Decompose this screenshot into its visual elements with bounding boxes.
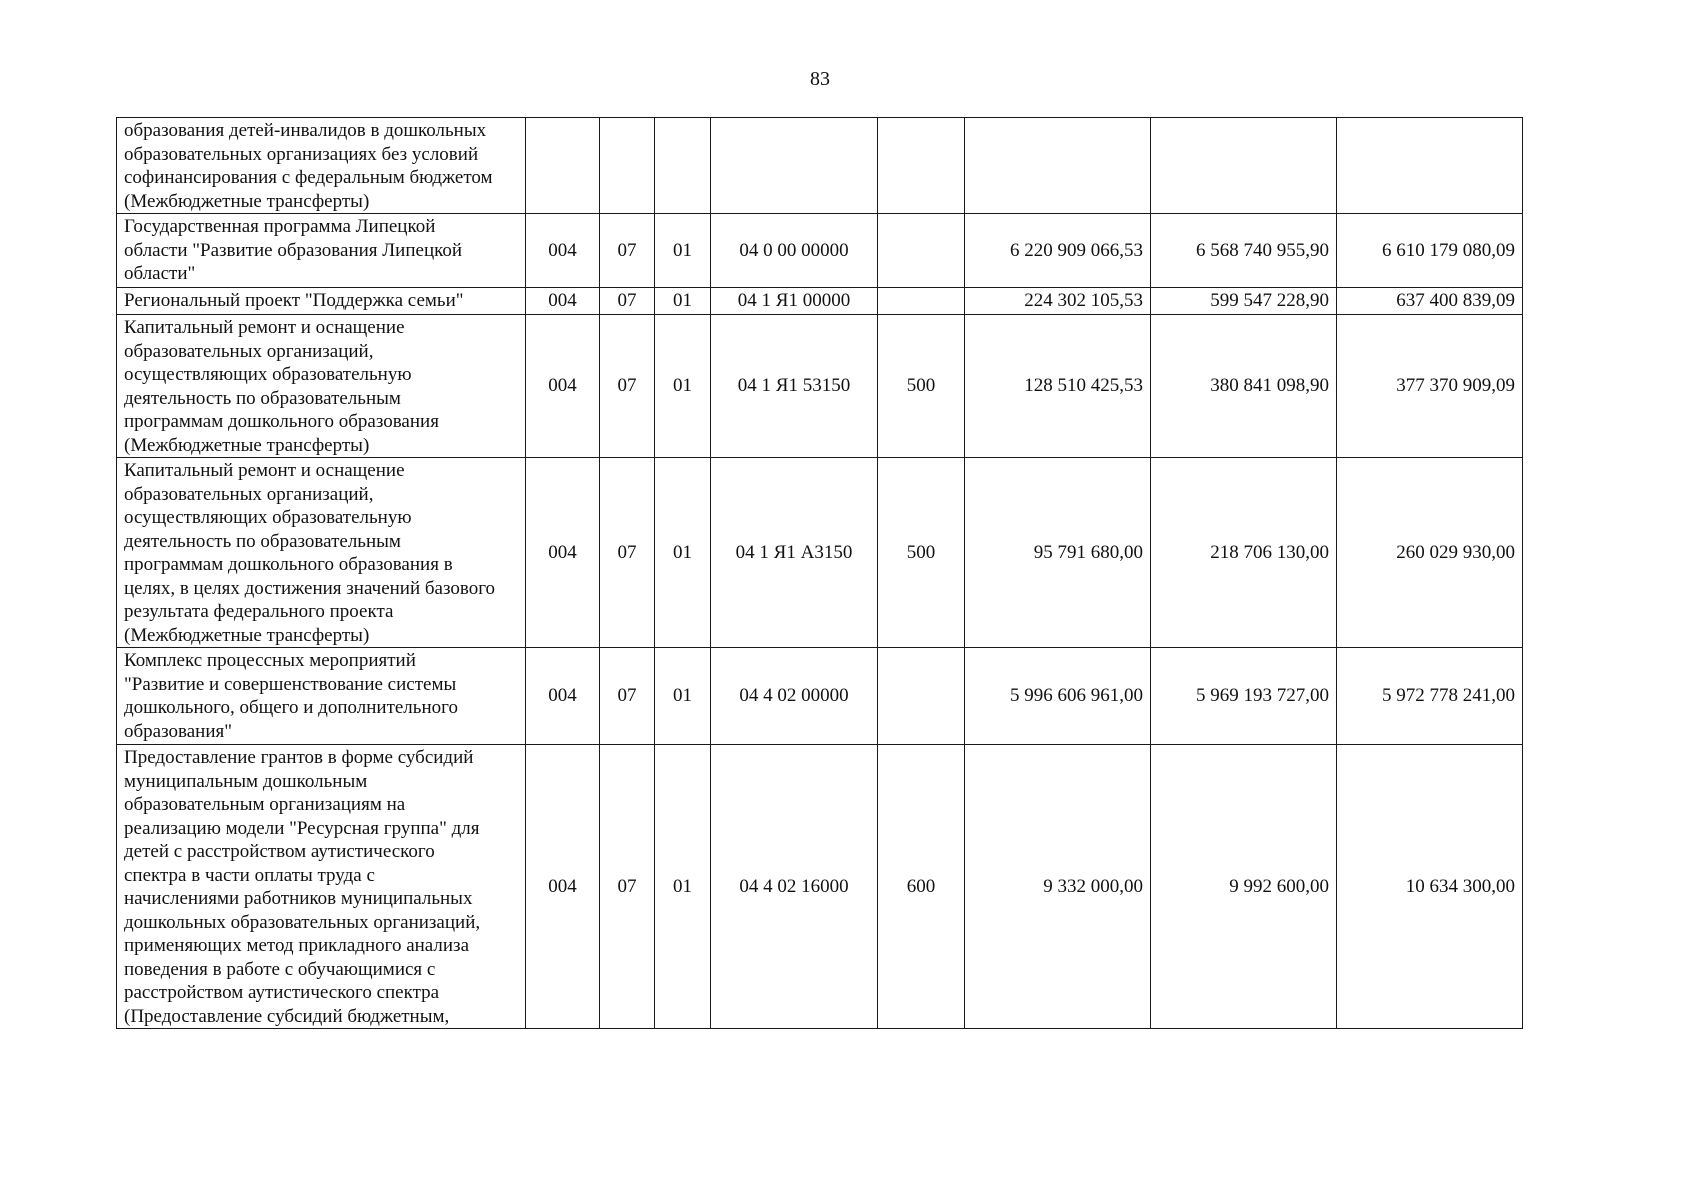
amount-cell-3: 10 634 300,00 (1337, 745, 1523, 1029)
expense-type-cell (878, 288, 965, 315)
ministry-code-cell: 004 (526, 458, 600, 648)
section-code-cell: 07 (600, 214, 655, 288)
amount-cell-2: 9 992 600,00 (1151, 745, 1337, 1029)
expense-type-cell: 600 (878, 745, 965, 1029)
item-name-cell (117, 315, 526, 458)
item-name-line: осуществляющих образовательную (124, 507, 412, 528)
section-code-cell: 07 (600, 648, 655, 745)
amount-cell-1: 5 996 606 961,00 (965, 648, 1151, 745)
amount-cell-2: 218 706 130,00 (1151, 458, 1337, 648)
item-name-line: поведения в работе с обучающимися с (124, 958, 436, 980)
item-name-line: (Межбюджетные трансферты) (124, 624, 370, 646)
table-row (117, 118, 1523, 214)
page-number: 83 (810, 68, 830, 90)
item-name-line: реализацию модели "Ресурсная группа" для (124, 817, 480, 839)
item-name-line: Региональный проект "Поддержка семьи" (124, 290, 464, 312)
amount-cell-3: 6 610 179 080,09 (1337, 214, 1523, 288)
section-code-cell: 07 (600, 288, 655, 315)
amount-cell-1: 6 220 909 066,53 (965, 214, 1151, 288)
item-name-line: программам дошкольного образования (124, 411, 439, 432)
item-name-line: программам дошкольного образования в (124, 554, 453, 575)
item-name-line: (Межбюджетные трансферты) (124, 190, 370, 212)
amount-cell-1: 9 332 000,00 (965, 745, 1151, 1029)
section-code-cell: 07 (600, 745, 655, 1029)
target-article-cell: 04 0 00 00000 (711, 214, 878, 288)
amount-cell-1 (965, 118, 1151, 214)
item-name-line: Предоставление грантов в форме субсидий (124, 747, 474, 768)
amount-cell-1: 95 791 680,00 (965, 458, 1151, 648)
table-body (117, 118, 1523, 1029)
amount-cell-3: 5 972 778 241,00 (1337, 648, 1523, 745)
item-name-line: образовательных организациях без условий (124, 143, 479, 165)
item-name-line: расстройством аутистического спектра (124, 982, 440, 1003)
item-name-line: "Развитие и совершенствование системы (124, 673, 457, 695)
amount-cell-1: 224 302 105,53 (965, 288, 1151, 315)
item-name-line: муниципальным дошкольным (124, 770, 368, 792)
target-article-cell: 04 4 02 16000 (711, 745, 878, 1029)
item-name-line: образования детей-инвалидов в дошкольных (124, 120, 487, 141)
item-name-line: области" (124, 263, 196, 284)
item-name-line: осуществляющих образовательную (124, 364, 412, 385)
section-code-cell (600, 118, 655, 214)
ministry-code-cell: 004 (526, 214, 600, 288)
item-name-line: начислениями работников муниципальных (124, 888, 473, 909)
item-name-line: деятельность по образовательным (124, 387, 401, 409)
amount-cell-2 (1151, 118, 1337, 214)
item-name-line: Капитальный ремонт и оснащение (124, 460, 405, 481)
item-name-line: результата федерального проекта (124, 601, 394, 622)
target-article-cell: 04 1 Я1 А3150 (711, 458, 878, 648)
item-name-line: области "Развитие образования Липецкой (124, 239, 463, 261)
subsection-code-cell: 01 (655, 648, 711, 745)
expense-type-cell (878, 648, 965, 745)
target-article-cell: 04 1 Я1 53150 (711, 315, 878, 458)
item-name-line: спектра в части оплаты труда с (124, 864, 375, 886)
subsection-code-cell (655, 118, 711, 214)
item-name-line: Комплекс процессных мероприятий (124, 650, 416, 671)
item-name-cell (117, 745, 526, 1029)
item-name-line: образовательных организаций, (124, 340, 374, 362)
item-name-line: образовательных организаций, (124, 483, 374, 505)
item-name-line: образовательным организациям на (124, 794, 406, 815)
item-name-line: деятельность по образовательным (124, 530, 401, 552)
table-row (117, 745, 1523, 1029)
item-name-cell (117, 118, 526, 214)
target-article-cell: 04 4 02 00000 (711, 648, 878, 745)
item-name-cell (117, 648, 526, 745)
item-name-line: применяющих метод прикладного анализа (124, 935, 469, 956)
item-name-line: софинансирования с федеральным бюджетом (124, 167, 493, 188)
table-row (117, 315, 1523, 458)
item-name-line: (Межбюджетные трансферты) (124, 434, 370, 456)
ministry-code-cell: 004 (526, 288, 600, 315)
expense-type-cell (878, 118, 965, 214)
table-row (117, 648, 1523, 745)
amount-cell-2: 6 568 740 955,90 (1151, 214, 1337, 288)
amount-cell-3: 637 400 839,09 (1337, 288, 1523, 315)
amount-cell-1: 128 510 425,53 (965, 315, 1151, 458)
subsection-code-cell: 01 (655, 315, 711, 458)
expense-type-cell: 500 (878, 458, 965, 648)
amount-cell-2: 380 841 098,90 (1151, 315, 1337, 458)
amount-cell-3: 260 029 930,00 (1337, 458, 1523, 648)
item-name-line: дошкольного, общего и дополнительного (124, 697, 458, 718)
subsection-code-cell: 01 (655, 214, 711, 288)
ministry-code-cell: 004 (526, 745, 600, 1029)
table-row (117, 458, 1523, 648)
table-row (117, 288, 1523, 315)
item-name-cell (117, 288, 526, 315)
amount-cell-3: 377 370 909,09 (1337, 315, 1523, 458)
item-name-cell (117, 458, 526, 648)
item-name-line: образования" (124, 720, 232, 742)
target-article-cell: 04 1 Я1 00000 (711, 288, 878, 315)
subsection-code-cell: 01 (655, 745, 711, 1029)
ministry-code-cell (526, 118, 600, 214)
budget-table (116, 117, 1523, 1029)
amount-cell-2: 599 547 228,90 (1151, 288, 1337, 315)
section-code-cell: 07 (600, 458, 655, 648)
item-name-line: детей с расстройством аутистического (124, 841, 435, 862)
expense-type-cell: 500 (878, 315, 965, 458)
ministry-code-cell: 004 (526, 315, 600, 458)
item-name-line: целях, в целях достижения значений базового (124, 577, 496, 599)
amount-cell-3 (1337, 118, 1523, 214)
item-name-line: Капитальный ремонт и оснащение (124, 317, 405, 338)
amount-cell-2: 5 969 193 727,00 (1151, 648, 1337, 745)
item-name-line: Государственная программа Липецкой (124, 216, 436, 237)
subsection-code-cell: 01 (655, 288, 711, 315)
table-row (117, 214, 1523, 288)
item-name-line: (Предоставление субсидий бюджетным, (124, 1005, 450, 1027)
section-code-cell: 07 (600, 315, 655, 458)
target-article-cell (711, 118, 878, 214)
subsection-code-cell: 01 (655, 458, 711, 648)
item-name-line: дошкольных образовательных организаций, (124, 911, 481, 933)
expense-type-cell (878, 214, 965, 288)
item-name-cell (117, 214, 526, 288)
ministry-code-cell: 004 (526, 648, 600, 745)
